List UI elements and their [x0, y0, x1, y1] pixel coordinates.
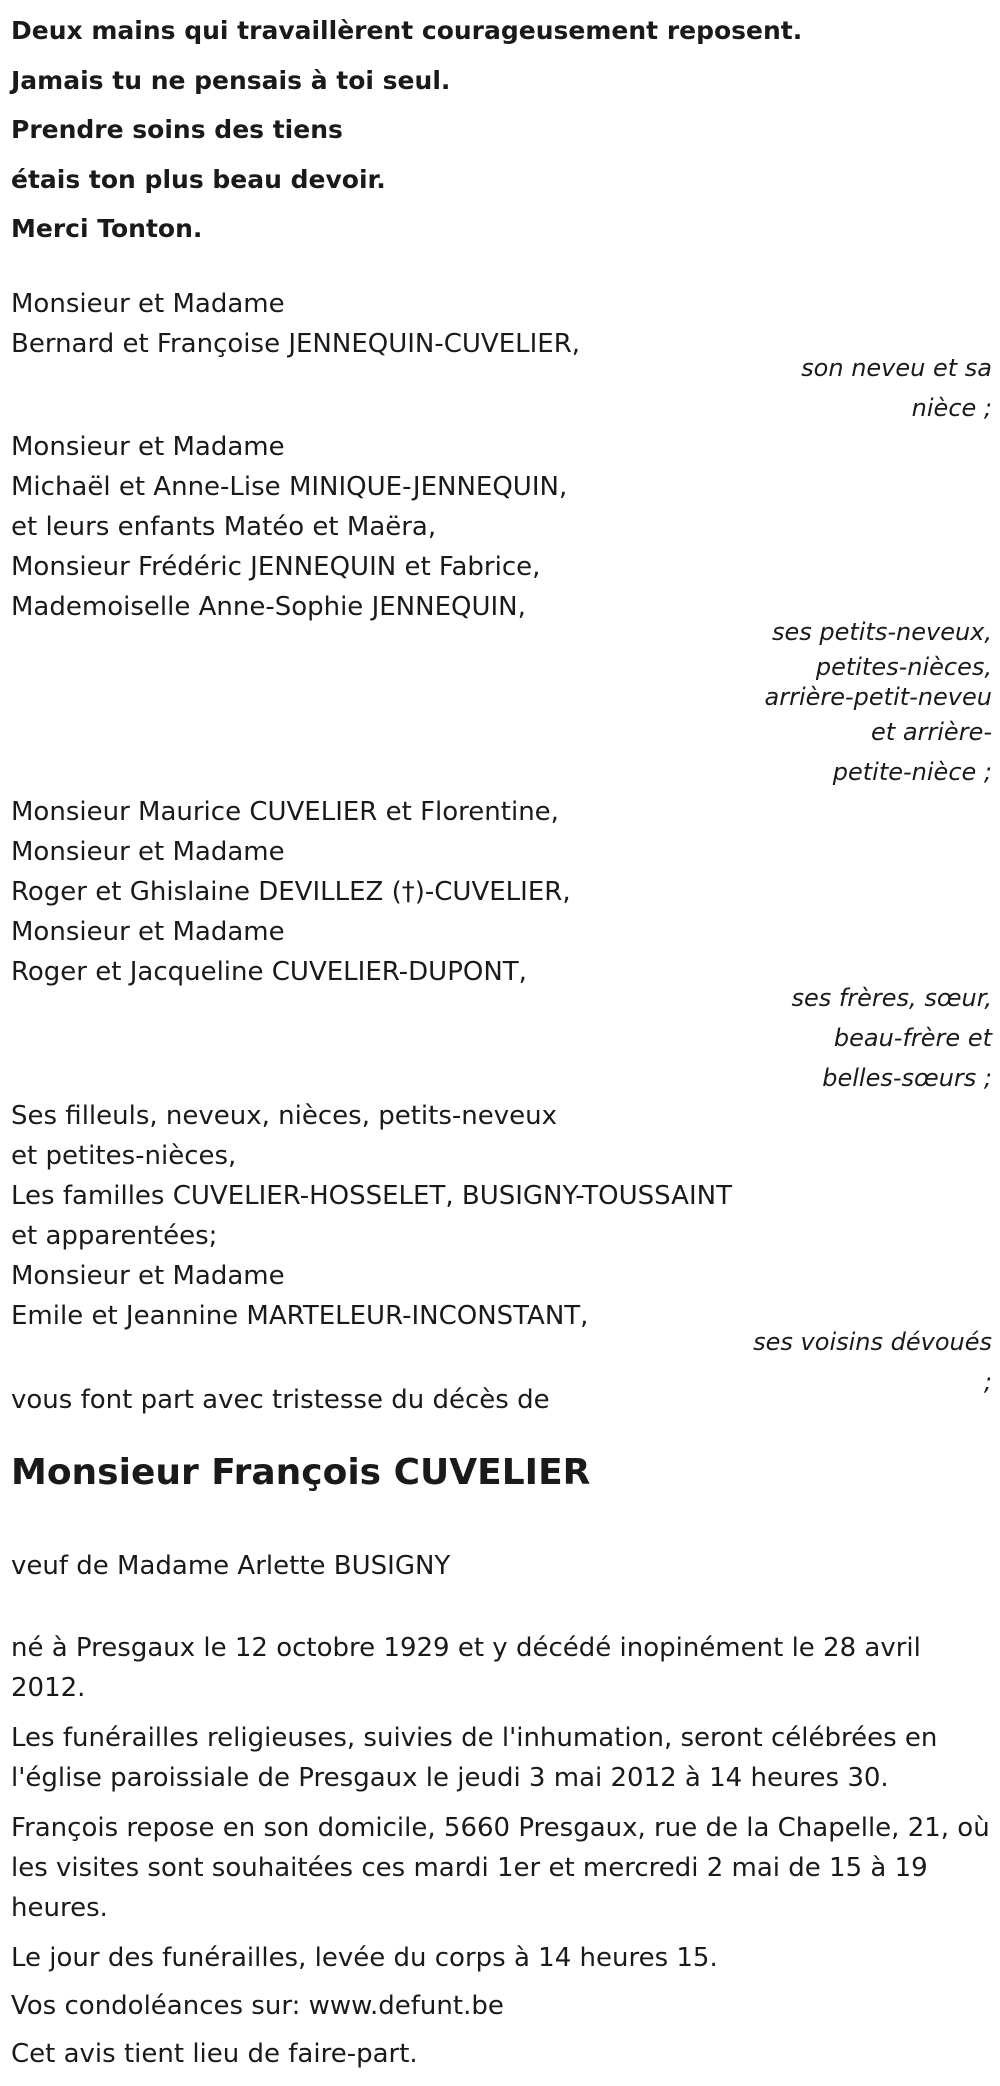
- family-name-line: Mademoiselle Anne-Sophie JENNEQUIN,: [11, 592, 526, 622]
- family-name-line: Monsieur et Madame: [11, 837, 285, 867]
- relation-line: ses petits-neveux,: [771, 618, 992, 646]
- family-name-line: Monsieur et Madame: [11, 432, 285, 462]
- family-name-line: Roger et Jacqueline CUVELIER-DUPONT,: [11, 957, 527, 987]
- deceased-name: Monsieur François CUVELIER: [11, 1452, 591, 1493]
- visitation-paragraph: François repose en son domicile, 5660 Presgaux, rue de la Chapelle, 21, où les visites sont souhaitées ces mardi 1er et mercredi 2 mai de 15 à 19 heures.: [11, 1813, 990, 1923]
- family-name-line: Michaël et Anne-Lise MINIQUE-JENNEQUIN,: [11, 472, 568, 502]
- body-removal-paragraph: Le jour des funérailles, levée du corps à 14 heures 15.: [11, 1943, 718, 1973]
- poem-line: étais ton plus beau devoir.: [11, 164, 386, 194]
- poem: [11, 6, 911, 254]
- family-name-line: Monsieur et Madame: [11, 917, 285, 947]
- family-name-line: et petites-nièces,: [11, 1141, 237, 1171]
- family-name-line: Bernard et Françoise JENNEQUIN-CUVELIER,: [11, 329, 581, 359]
- relation-line: belles-sœurs ;: [822, 1064, 992, 1092]
- relation-label-nephew: [732, 348, 992, 428]
- announcement-line: [11, 1380, 771, 1420]
- relation-line: ;: [983, 1368, 992, 1396]
- birth-death-paragraph: né à Presgaux le 12 octobre 1929 et y décédé inopinément le 28 avril 2012.: [11, 1633, 921, 1703]
- notice-paragraph: Cet avis tient lieu de faire-part.: [11, 2039, 418, 2069]
- relation-line: son neveu et sa: [801, 354, 992, 382]
- announcement-text: vous font part avec tristesse du décès de: [11, 1385, 550, 1415]
- family-name-line: Monsieur et Madame: [11, 289, 285, 319]
- relation-line: et arrière-: [871, 718, 992, 746]
- family-name-line: et leurs enfants Matéo et Maëra,: [11, 512, 437, 542]
- family-name-line: Les familles CUVELIER-HOSSELET, BUSIGNY-TOUSSAINT: [11, 1181, 732, 1211]
- relation-line: arrière-petit-neveu: [764, 683, 992, 711]
- family-name-line: Monsieur et Madame: [11, 1261, 285, 1291]
- relation-line: beau-frère et: [833, 1024, 992, 1052]
- relation-label-grand-nephews: [732, 612, 992, 792]
- relation-line: ses frères, sœur,: [791, 984, 992, 1012]
- family-group-siblings: [11, 792, 771, 992]
- poem-line: Jamais tu ne pensais à toi seul.: [11, 65, 451, 95]
- family-name-line: Roger et Ghislaine DEVILLEZ (†)-CUVELIER,: [11, 877, 571, 907]
- relation-line: petites-nièces,: [815, 653, 992, 681]
- family-group-nephew: [11, 284, 771, 364]
- family-name-line: et apparentées;: [11, 1221, 218, 1251]
- family-name-line: Emile et Jeannine MARTELEUR-INCONSTANT,: [11, 1301, 589, 1331]
- poem-line: Prendre soins des tiens: [11, 115, 343, 144]
- family-name-line: Monsieur Frédéric JENNEQUIN et Fabrice,: [11, 552, 541, 582]
- family-name-line: Ses filleuls, neveux, nièces, petits-neveux: [11, 1101, 557, 1131]
- condolences-paragraph: Vos condoléances sur: www.defunt.be: [11, 1991, 504, 2021]
- relation-line: nièce ;: [911, 394, 992, 422]
- funeral-paragraph: Les funérailles religieuses, suivies de l'inhumation, seront célébrées en l'église paroissiale de Presgaux le jeudi 3 mai 2012 à 14 heures 30.: [11, 1723, 938, 1793]
- widower-line: veuf de Madame Arlette BUSIGNY: [11, 1551, 451, 1581]
- family-group-grand-nephews: [11, 427, 771, 627]
- relation-label-neighbours: [732, 1322, 992, 1402]
- poem-line: Deux mains qui travaillèrent courageusement reposent.: [11, 16, 803, 45]
- family-name-line: Monsieur Maurice CUVELIER et Florentine,: [11, 797, 559, 827]
- family-group-extended: [11, 1096, 771, 1336]
- poem-line: Merci Tonton.: [11, 214, 203, 243]
- relation-line: petite-nièce ;: [832, 758, 992, 786]
- relation-label-siblings: [732, 978, 992, 1098]
- relation-line: ses voisins dévoués: [753, 1328, 992, 1356]
